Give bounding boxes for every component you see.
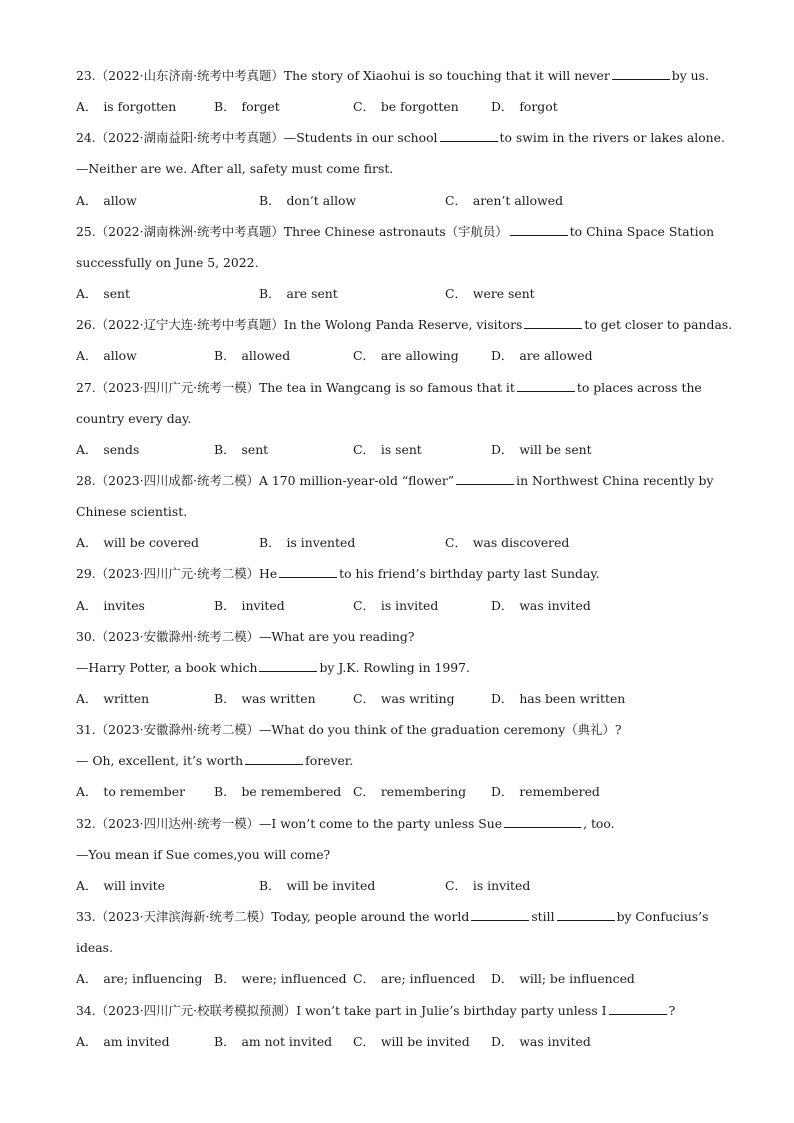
question-text: 28.（2023·四川成都·统考二模）A 170 million-year-old “flower” bbox=[76, 472, 455, 488]
question-text: —Neither are we. After all, safety must come first. bbox=[76, 161, 394, 177]
option-text: are; influencing bbox=[103, 971, 203, 987]
option-a[interactable] bbox=[76, 97, 176, 117]
option-text: allow bbox=[103, 192, 137, 208]
question-line bbox=[76, 502, 734, 522]
question-stem bbox=[76, 66, 734, 86]
options-row bbox=[76, 284, 734, 304]
question-text: 30.（2023·安徽滁州·统考二模）—What are you reading? bbox=[76, 628, 415, 644]
option-letter: A． bbox=[76, 691, 98, 706]
option-a[interactable] bbox=[76, 284, 130, 304]
option-d[interactable] bbox=[491, 689, 625, 709]
options-row bbox=[76, 346, 734, 366]
question-text: Chinese scientist. bbox=[76, 504, 188, 520]
option-b[interactable] bbox=[214, 1032, 332, 1052]
option-letter: B． bbox=[259, 286, 281, 301]
option-text: will invite bbox=[103, 877, 165, 893]
option-letter: A． bbox=[76, 877, 98, 893]
option-d[interactable] bbox=[491, 97, 558, 117]
option-text: am not invited bbox=[241, 1033, 333, 1049]
option-letter: A． bbox=[76, 1033, 98, 1049]
option-c[interactable] bbox=[353, 689, 455, 709]
option-text: allowed bbox=[241, 348, 291, 364]
question-text: 34.（2023·四川广元·校联考模拟预测）I won’t take part in Julie’s birthday party unless I bbox=[76, 1002, 607, 1018]
question-text: 26.（2022·辽宁大连·统考中考真题）In the Wolong Panda Reserve, visitors bbox=[76, 317, 523, 333]
answer-blank bbox=[504, 814, 581, 828]
question-text: in Northwest China recently by bbox=[516, 472, 714, 488]
option-letter: D． bbox=[491, 597, 514, 613]
answer-blank bbox=[259, 658, 317, 672]
option-b[interactable] bbox=[214, 782, 341, 802]
option-letter: B． bbox=[214, 441, 236, 457]
option-text: was written bbox=[241, 691, 316, 706]
option-d[interactable] bbox=[491, 782, 600, 802]
option-c[interactable] bbox=[353, 596, 438, 616]
option-letter: D． bbox=[491, 1033, 514, 1049]
option-text: has been written bbox=[519, 691, 626, 706]
option-letter: A． bbox=[76, 971, 98, 987]
option-a[interactable] bbox=[76, 533, 199, 553]
option-letter: B． bbox=[214, 99, 236, 115]
option-text: sent bbox=[103, 286, 130, 301]
option-letter: A． bbox=[76, 597, 98, 613]
options-row bbox=[76, 969, 734, 989]
option-d[interactable] bbox=[491, 440, 592, 460]
options-row bbox=[76, 97, 734, 117]
question-stem bbox=[76, 315, 734, 335]
option-d[interactable] bbox=[491, 346, 593, 366]
answer-blank bbox=[440, 128, 498, 142]
option-d[interactable] bbox=[491, 969, 635, 989]
question-stem bbox=[76, 1001, 734, 1021]
question-text: by us. bbox=[671, 68, 709, 83]
question-stem bbox=[76, 907, 734, 927]
option-letter: C． bbox=[353, 597, 375, 613]
option-c[interactable] bbox=[353, 97, 459, 117]
option-text: was writing bbox=[380, 691, 455, 706]
option-text: forgot bbox=[519, 99, 558, 115]
option-c[interactable] bbox=[353, 346, 459, 366]
option-letter: C． bbox=[353, 348, 375, 364]
option-d[interactable] bbox=[491, 596, 591, 616]
option-letter: B． bbox=[259, 192, 281, 208]
option-text: was invited bbox=[519, 597, 591, 613]
option-c[interactable] bbox=[445, 533, 569, 553]
question-line bbox=[76, 751, 734, 771]
question-text: — Oh, excellent, it’s worth bbox=[76, 753, 244, 769]
option-b[interactable] bbox=[259, 284, 338, 304]
question-text: to his friend’s birthday party last Sunday. bbox=[339, 566, 600, 582]
option-letter: B． bbox=[259, 877, 281, 893]
question-line bbox=[76, 658, 734, 678]
option-text: were; influenced bbox=[241, 971, 347, 987]
option-b[interactable] bbox=[214, 689, 316, 709]
option-letter: D． bbox=[491, 99, 514, 115]
question-text: —You mean if Sue comes,you will come? bbox=[76, 846, 331, 862]
answer-blank bbox=[612, 66, 670, 80]
option-text: aren’t allowed bbox=[472, 192, 563, 208]
option-letter: C． bbox=[353, 971, 375, 987]
option-letter: D． bbox=[491, 691, 514, 706]
option-text: sent bbox=[241, 441, 269, 457]
answer-blank bbox=[609, 1001, 667, 1015]
question-line bbox=[76, 253, 734, 273]
option-text: to remember bbox=[103, 784, 185, 800]
question-text: to get closer to pandas. bbox=[584, 317, 733, 333]
option-text: are; influenced bbox=[380, 971, 476, 987]
option-c[interactable] bbox=[445, 876, 530, 896]
option-text: remembered bbox=[519, 784, 600, 800]
option-text: will; be influenced bbox=[519, 971, 635, 987]
option-text: forget bbox=[241, 99, 280, 115]
question-stem bbox=[76, 378, 734, 398]
option-b[interactable] bbox=[259, 191, 356, 211]
option-text: invites bbox=[103, 597, 145, 613]
option-c[interactable] bbox=[353, 440, 422, 460]
option-text: are sent bbox=[286, 286, 338, 301]
question-text: forever. bbox=[305, 753, 354, 769]
option-b[interactable] bbox=[259, 876, 375, 896]
question-text: —Harry Potter, a book which bbox=[76, 659, 258, 675]
option-a[interactable] bbox=[76, 689, 149, 709]
option-b[interactable] bbox=[214, 596, 285, 616]
option-text: will be covered bbox=[103, 535, 199, 551]
question-text: 27.（2023·四川广元·统考一模）The tea in Wangcang is so famous that it bbox=[76, 379, 515, 395]
option-text: be remembered bbox=[241, 784, 342, 800]
option-b[interactable] bbox=[214, 969, 347, 989]
option-text: is invited bbox=[472, 877, 531, 893]
option-text: was invited bbox=[519, 1033, 591, 1049]
option-text: are allowed bbox=[519, 348, 593, 364]
option-c[interactable] bbox=[445, 191, 563, 211]
option-text: was discovered bbox=[472, 535, 570, 551]
option-letter: A． bbox=[76, 784, 98, 800]
question-text: ideas. bbox=[76, 940, 113, 956]
option-letter: C． bbox=[353, 441, 375, 457]
option-text: remembering bbox=[380, 784, 467, 800]
question-stem bbox=[76, 222, 734, 242]
option-b[interactable] bbox=[214, 97, 280, 117]
option-letter: C． bbox=[353, 691, 375, 706]
option-text: be forgotten bbox=[380, 99, 459, 115]
option-text: is invented bbox=[286, 535, 356, 551]
option-letter: B． bbox=[214, 971, 236, 987]
answer-blank bbox=[456, 471, 514, 485]
option-c[interactable] bbox=[353, 1032, 470, 1052]
option-text: don’t allow bbox=[286, 192, 357, 208]
option-letter: A． bbox=[76, 348, 98, 364]
option-b[interactable] bbox=[214, 440, 268, 460]
option-c[interactable] bbox=[445, 284, 535, 304]
answer-blank bbox=[517, 378, 575, 392]
option-c[interactable] bbox=[353, 969, 475, 989]
option-text: allow bbox=[103, 348, 137, 364]
option-text: sends bbox=[103, 441, 140, 457]
option-text: is invited bbox=[380, 597, 439, 613]
option-letter: B． bbox=[214, 1033, 236, 1049]
answer-blank bbox=[279, 564, 337, 578]
question-text: 33.（2023·天津滨海新·统考二模）Today, people around the world bbox=[76, 909, 470, 924]
question-stem bbox=[76, 720, 734, 740]
option-a[interactable] bbox=[76, 596, 145, 616]
option-letter: A． bbox=[76, 192, 98, 208]
option-text: is forgotten bbox=[103, 99, 177, 115]
question-text: , too. bbox=[583, 815, 615, 831]
option-a[interactable] bbox=[76, 782, 185, 802]
question-stem bbox=[76, 627, 734, 647]
option-letter: C． bbox=[445, 877, 467, 893]
option-text: will be sent bbox=[519, 441, 592, 457]
option-letter: B． bbox=[214, 691, 236, 706]
answer-blank bbox=[557, 907, 615, 921]
options-row bbox=[76, 876, 734, 896]
option-letter: D． bbox=[491, 971, 514, 987]
option-letter: D． bbox=[491, 784, 514, 800]
question-line bbox=[76, 159, 734, 179]
option-text: were sent bbox=[472, 286, 535, 301]
options-row bbox=[76, 782, 734, 802]
question-text: to swim in the rivers or lakes alone. bbox=[499, 130, 725, 146]
options-row bbox=[76, 689, 734, 709]
answer-blank bbox=[510, 222, 568, 236]
question-text: successfully on June 5, 2022. bbox=[76, 254, 259, 270]
option-letter: B． bbox=[214, 597, 236, 613]
option-a[interactable] bbox=[76, 191, 137, 211]
options-row bbox=[76, 191, 734, 211]
question-text: to China Space Station bbox=[569, 223, 715, 239]
option-letter: D． bbox=[491, 441, 514, 457]
question-stem bbox=[76, 564, 734, 584]
options-row bbox=[76, 596, 734, 616]
option-b[interactable] bbox=[214, 346, 290, 366]
option-letter: C． bbox=[445, 286, 467, 301]
option-b[interactable] bbox=[259, 533, 355, 553]
answer-blank bbox=[471, 907, 529, 921]
option-letter: A． bbox=[76, 99, 98, 115]
question-text: 32.（2023·四川达州·统考一模）—I won’t come to the party unless Sue bbox=[76, 815, 503, 831]
option-letter: B． bbox=[214, 784, 236, 800]
option-a[interactable] bbox=[76, 1032, 170, 1052]
option-letter: C． bbox=[353, 784, 375, 800]
question-stem bbox=[76, 128, 734, 148]
question-text: to places across the bbox=[576, 379, 702, 395]
question-text: still bbox=[531, 909, 555, 924]
question-text: country every day. bbox=[76, 410, 192, 426]
question-line bbox=[76, 409, 734, 429]
option-letter: B． bbox=[214, 348, 236, 364]
question-text: 25.（2022·湖南株洲·统考中考真题）Three Chinese astronauts（宇航员） bbox=[76, 223, 508, 239]
option-c[interactable] bbox=[353, 782, 466, 802]
option-letter: A． bbox=[76, 535, 98, 551]
question-text: 29.（2023·四川广元·统考二模）He bbox=[76, 566, 278, 582]
question-text: by J.K. Rowling in 1997. bbox=[319, 659, 470, 675]
option-letter: C． bbox=[445, 535, 467, 551]
question-text: 24.（2022·湖南益阳·统考中考真题）—Students in our school bbox=[76, 130, 438, 146]
option-a[interactable] bbox=[76, 876, 165, 896]
option-letter: C． bbox=[445, 192, 467, 208]
question-text: by Confucius’s bbox=[616, 909, 709, 924]
option-text: invited bbox=[241, 597, 285, 613]
option-a[interactable] bbox=[76, 346, 137, 366]
options-row bbox=[76, 440, 734, 460]
option-a[interactable] bbox=[76, 969, 202, 989]
option-letter: D． bbox=[491, 348, 514, 364]
options-row bbox=[76, 1032, 734, 1052]
option-text: am invited bbox=[103, 1033, 170, 1049]
option-text: are allowing bbox=[380, 348, 459, 364]
option-text: written bbox=[103, 691, 150, 706]
option-text: will be invited bbox=[380, 1033, 470, 1049]
option-text: is sent bbox=[380, 441, 422, 457]
answer-blank bbox=[524, 315, 582, 329]
options-row bbox=[76, 533, 734, 553]
option-letter: B． bbox=[259, 535, 281, 551]
option-letter: A． bbox=[76, 441, 98, 457]
option-text: will be invited bbox=[286, 877, 376, 893]
option-d[interactable] bbox=[491, 1032, 591, 1052]
question-stem bbox=[76, 471, 734, 491]
question-line bbox=[76, 938, 734, 958]
option-letter: A． bbox=[76, 286, 98, 301]
option-letter: C． bbox=[353, 99, 375, 115]
question-stem bbox=[76, 814, 734, 834]
answer-blank bbox=[245, 751, 303, 765]
question-line bbox=[76, 845, 734, 865]
option-letter: C． bbox=[353, 1033, 375, 1049]
option-a[interactable] bbox=[76, 440, 139, 460]
question-text: 31.（2023·安徽滁州·统考二模）—What do you think of the graduation ceremony（典礼）? bbox=[76, 722, 622, 738]
question-text: 23.（2022·山东济南·统考中考真题）The story of Xiaohui is so touching that it will never bbox=[76, 68, 610, 83]
question-text: ? bbox=[668, 1002, 676, 1018]
